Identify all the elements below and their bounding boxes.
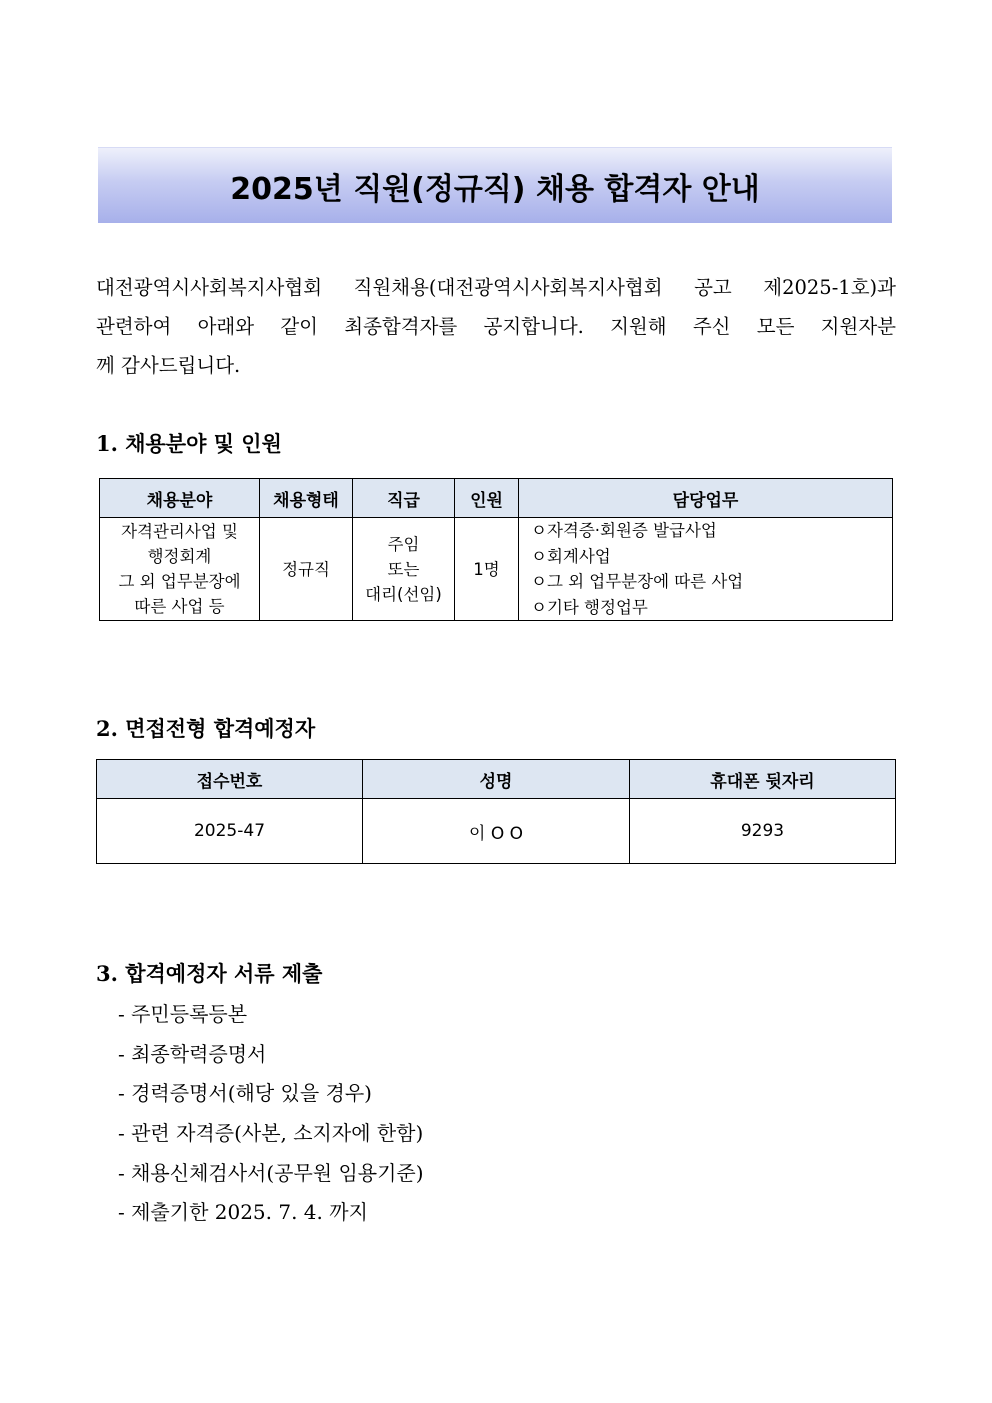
section1-heading: 1. 채용분야 및 인원 (96, 431, 282, 456)
duty-item: ㅇ회계사업 (531, 546, 611, 566)
duty-item: ㅇ그 외 업무분장에 따른 사업 (531, 572, 744, 591)
intro-paragraph (96, 268, 896, 385)
title-banner (98, 147, 892, 223)
list-item: - 제출기한 2025. 7. 4. 까지 (118, 1200, 368, 1225)
duty-item: ㅇ기타 행정업무 (531, 597, 648, 617)
intro-line: 관련하여 아래와 같이 최종합격자를 공지합니다. 지원해 주신 모든 지원자분 (96, 315, 896, 338)
column-header: 채용분야 (100, 479, 260, 518)
rank-cell: 주임 또는 대리(선임) (353, 518, 455, 621)
duty-item: ㅇ자격증·회원증 발급사업 (531, 521, 717, 540)
column-header: 휴대폰 뒷자리 (630, 760, 896, 799)
table-header-row (100, 479, 893, 518)
table-row (100, 518, 893, 621)
list-item: - 주민등록등본 (118, 1002, 248, 1026)
document-list (118, 995, 424, 1233)
column-header: 채용형태 (260, 479, 353, 518)
duties-cell (519, 518, 893, 621)
intro-line: 대전광역시사회복지사협회 직원채용(대전광역시사회복지사협회 공고 제2025-1호)과 (96, 276, 896, 299)
column-header: 담당업무 (519, 479, 893, 518)
page-title: 2025년 직원(정규직) 채용 합격자 안내 (230, 171, 760, 207)
table-row (97, 799, 896, 864)
candidate-table (96, 759, 896, 864)
list-item: - 채용신체검사서(공무원 임용기준) (118, 1160, 424, 1185)
column-header: 인원 (455, 479, 519, 518)
section2-heading: 2. 면접전형 합격예정자 (96, 716, 316, 741)
section3-heading: 3. 합격예정자 서류 제출 (96, 961, 323, 986)
list-item: - 관련 자격증(사본, 소지자에 한함) (118, 1121, 424, 1146)
table-header-row (97, 760, 896, 799)
phone-digits-cell: 9293 (630, 799, 896, 864)
count-cell: 1명 (455, 518, 519, 621)
column-header: 접수번호 (97, 760, 363, 799)
recruitment-table (99, 478, 893, 621)
type-cell: 정규직 (260, 518, 353, 621)
list-item: - 경력증명서(해당 있을 경우) (118, 1081, 372, 1106)
list-item: - 최종학력증명서 (118, 1041, 267, 1066)
column-header: 직급 (353, 479, 455, 518)
column-header: 성명 (363, 760, 630, 799)
field-cell: 자격관리사업 및 행정회계 그 외 업무분장에 따른 사업 등 (100, 518, 260, 621)
application-number-cell: 2025-47 (97, 799, 363, 864)
name-cell: 이 O O (363, 799, 630, 864)
intro-line: 께 감사드립니다. (96, 354, 241, 377)
